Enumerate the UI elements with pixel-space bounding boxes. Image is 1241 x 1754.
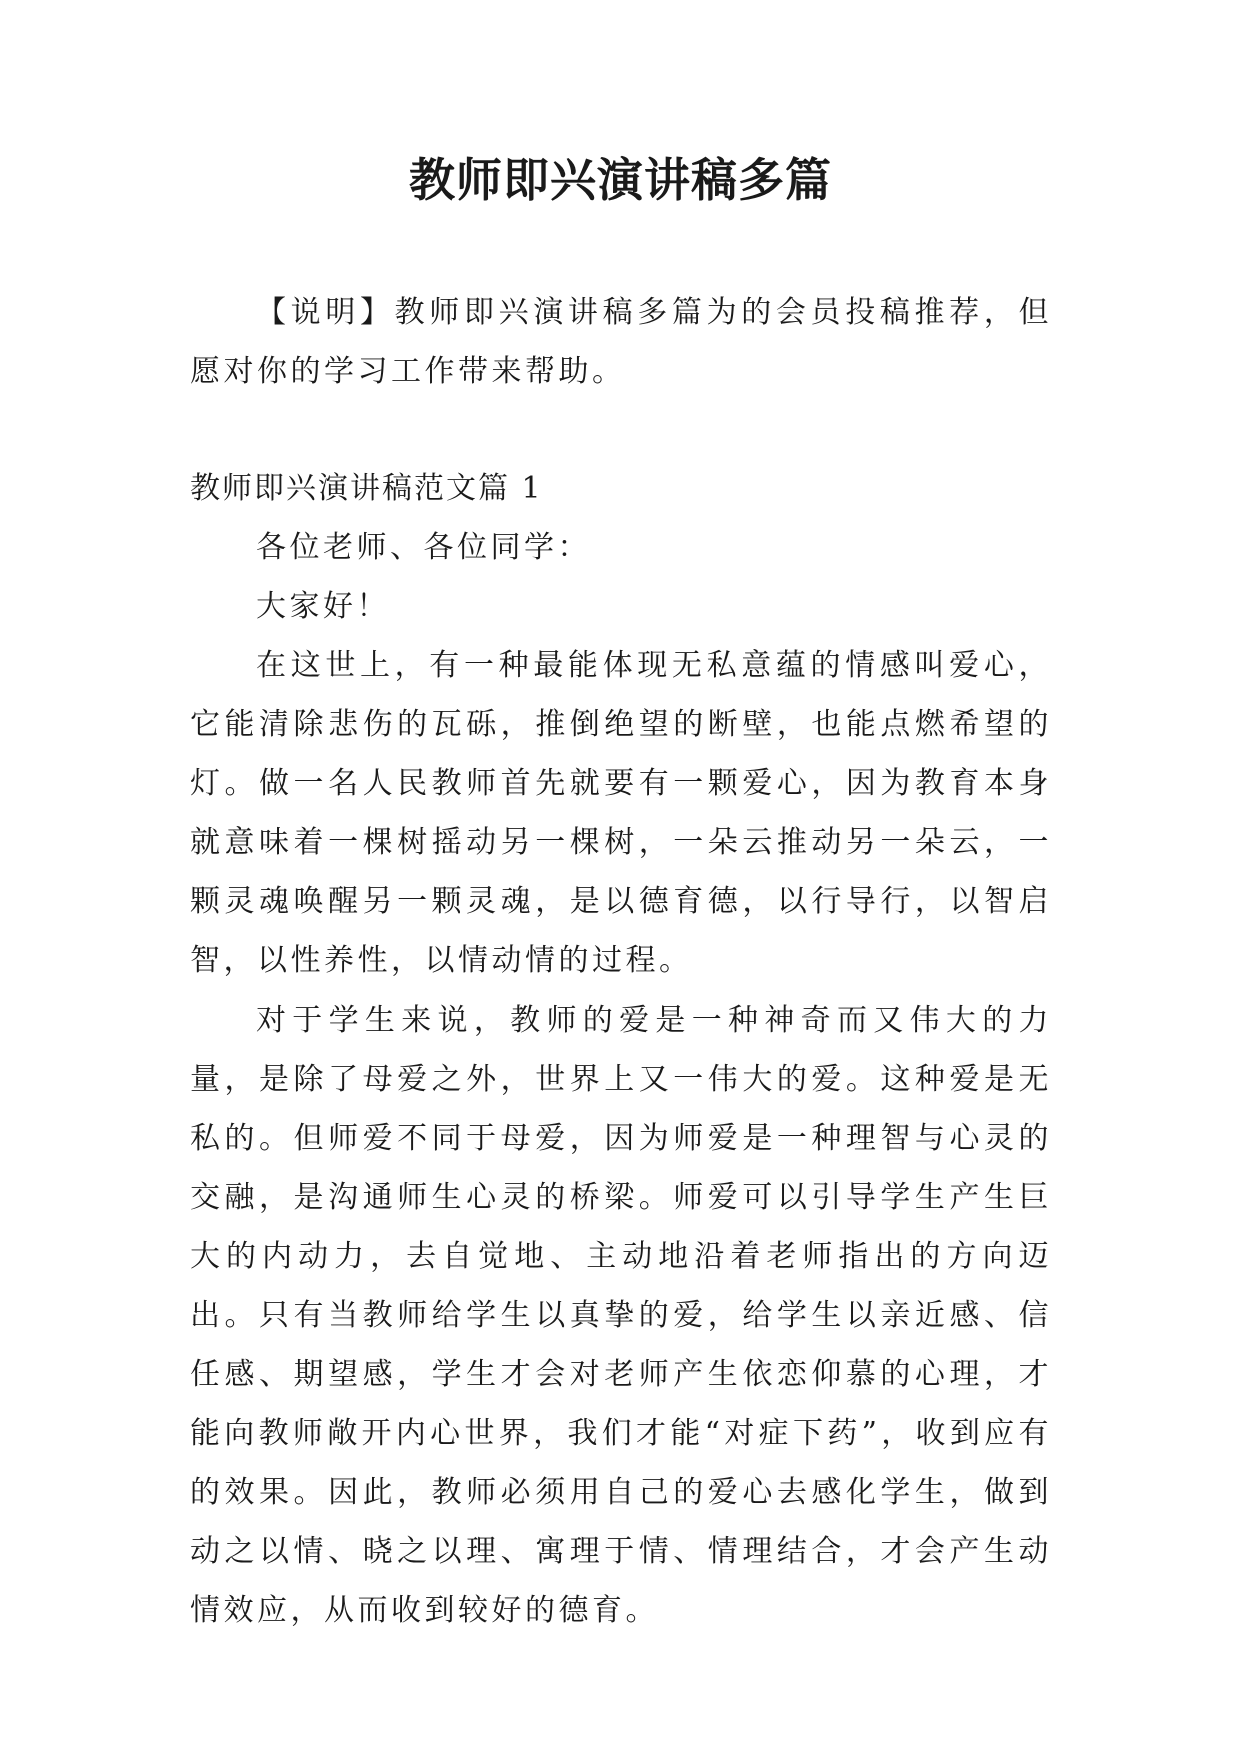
- document-note: 【说明】教师即兴演讲稿多篇为的会员投稿推荐，但愿对你的学习工作带来帮助。: [190, 295, 1052, 389]
- greeting: 大家好！: [256, 589, 390, 624]
- document-title: 教师即兴演讲稿多篇: [409, 153, 832, 207]
- section-heading: 教师即兴演讲稿范文篇 1: [190, 471, 543, 506]
- body-paragraph-2: 对于学生来说，教师的爱是一种神奇而又伟大的力量，是除了母爱之外，世界上又一伟大的爱。这种爱是无私的。但师爱不同于母爱，因为师爱是一种理智与心灵的交融，是沟通师生心灵的桥梁。师爱可以引导学生产生巨大的内动力，去自觉地、主动地沿着老师指出的方向迈出。只有当教师给学生以真挚的爱，给学生以亲近感、信任感、期望感，学生才会对老师产生依恋仰慕的心理，才能向教师敞开内心世界，我们才能“对症下药”，收到应有的效果。因此，教师必须用自己的爱心去感化学生，做到动之以情、晓之以理、寓理于情、情理结合，才会产生动情效应，从而收到较好的德育。: [190, 1003, 1052, 1628]
- salutation: 各位老师、各位同学：: [256, 530, 591, 565]
- body-paragraph-1: 在这世上，有一种最能体现无私意蕴的情感叫爱心，它能清除悲伤的瓦砾，推倒绝望的断壁，也能点燃希望的灯。做一名人民教师首先就要有一颗爱心，因为教育本身就意味着一棵树摇动另一棵树，一朵云推动另一朵云，一颗灵魂唤醒另一颗灵魂，是以德育德，以行导行，以智启智，以性养性，以情动情的过程。: [190, 648, 1052, 978]
